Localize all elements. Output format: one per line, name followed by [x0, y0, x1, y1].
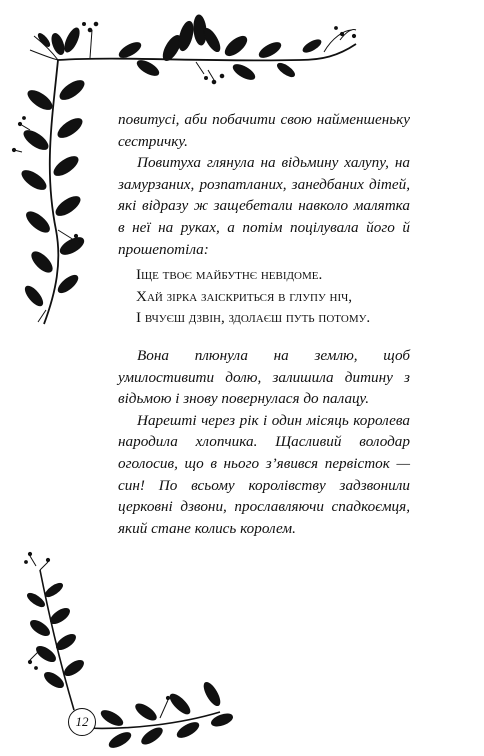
paragraph-4: Нарешті через рік і один місяць королева народила хлопчика. Щасливий володар оголосив, що в нього з’явився первісток — син! По всьому королівству задзвонили церковні дзвони, прославляючи спадкоємця, який стане колись королем.: [118, 411, 410, 537]
main-text-block-top: [118, 109, 410, 260]
paragraph-2: Повитуха глянула на відьмину халупу, на замурзаних, розпатланих, занедбаних дітей, які відразу ж защебетали навколо малятка в неї на руках, а потім поцілувала його й прошепотіла:: [118, 154, 410, 258]
paragraph-1: повитусі, аби побачити свою найменшеньку сестричку.: [118, 111, 410, 150]
verse-block: [136, 264, 406, 329]
paragraph-3: Вона плюнула на землю, щоб умилостивити долю, залишила дитину з відьмою і знову повернулася до палацу.: [118, 347, 410, 408]
page-number: 12: [68, 708, 96, 736]
main-text-block-bottom: [118, 345, 410, 539]
verse-line-2: Хай зірка заіскриться в глупу ніч,: [136, 287, 353, 305]
verse-line-3: І вчуєш дзвін, здолаєш путь потому.: [136, 309, 371, 327]
verse-line-1: Іще твоє майбутнє невідоме.: [136, 266, 323, 283]
